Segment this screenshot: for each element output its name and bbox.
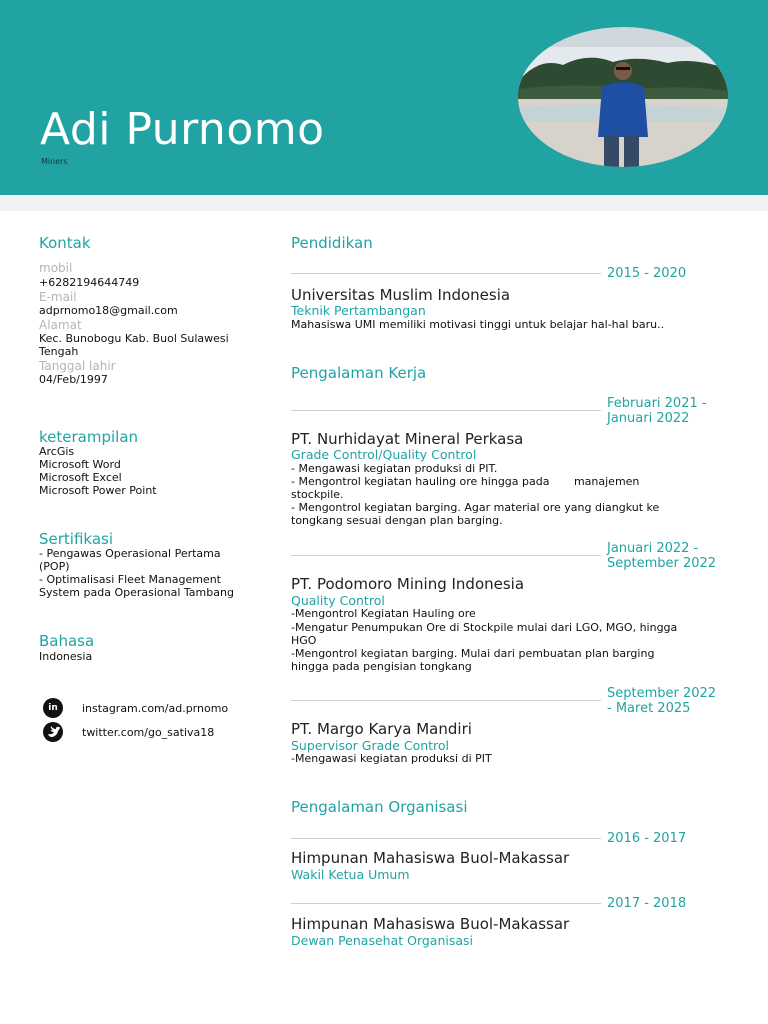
skill-item: Microsoft Power Point <box>39 484 157 497</box>
organization-name: Himpunan Mahasiswa Buol-Makassar <box>291 849 570 867</box>
email-value: adprnomo18@gmail.com <box>39 304 178 317</box>
certification-line: - Optimalisasi Fleet Management <box>39 573 221 586</box>
certification-line: System pada Operasional Tambang <box>39 586 234 599</box>
education-school: Universitas Muslim Indonesia <box>291 286 511 304</box>
birth-value: 04/Feb/1997 <box>39 373 108 386</box>
skill-item: Microsoft Excel <box>39 471 122 484</box>
certification-line: (POP) <box>39 560 70 573</box>
education-date: 2015 - 2020 <box>607 266 687 281</box>
organization-role: Wakil Ketua Umum <box>291 867 410 882</box>
job-role: Grade Control/Quality Control <box>291 447 477 462</box>
job-description-line: hingga pada pengisian tongkang <box>291 660 472 673</box>
divider <box>291 700 601 701</box>
job-company: PT. Podomoro Mining Indonesia <box>291 575 525 593</box>
job-company: PT. Margo Karya Mandiri <box>291 720 472 738</box>
job-description-line: - Mengontrol kegiatan hauling ore hingga pada manajemen <box>291 475 640 488</box>
job-description-line: -Mengatur Penumpukan Ore di Stockpile mulai dari LGO, MGO, hingga <box>291 621 678 634</box>
education-heading: Pendidikan <box>291 234 373 252</box>
birth-label: Tanggal lahir <box>39 359 116 373</box>
job-date: Januari 2022 - <box>607 541 699 556</box>
divider <box>291 273 601 274</box>
job-description-line: -Mengawasi kegiatan produksi di PIT <box>291 752 492 765</box>
twitter-icon <box>43 722 63 742</box>
address-label: Alamat <box>39 318 82 332</box>
education-description: Mahasiswa UMI memiliki motivasi tinggi untuk belajar hal-hal baru.. <box>291 318 665 331</box>
twitter-link[interactable]: twitter.com/go_sativa18 <box>82 726 215 739</box>
job-date: - Maret 2025 <box>607 701 691 716</box>
divider <box>291 410 601 411</box>
skill-item: Microsoft Word <box>39 458 121 471</box>
work-heading: Pengalaman Kerja <box>291 364 427 382</box>
job-date: September 2022 <box>607 686 717 701</box>
profile-photo <box>518 27 728 167</box>
language-value: Indonesia <box>39 650 93 663</box>
organization-heading: Pengalaman Organisasi <box>291 798 468 816</box>
job-role: Quality Control <box>291 593 385 608</box>
job-company: PT. Nurhidayat Mineral Perkasa <box>291 430 524 448</box>
person-name: Adi Purnomo <box>40 104 325 155</box>
certification-line: - Pengawas Operasional Pertama <box>39 547 221 560</box>
divider <box>291 838 601 839</box>
phone-value: +6282194644749 <box>39 276 140 289</box>
education-major: Teknik Pertambangan <box>291 303 426 318</box>
phone-label: mobil <box>39 261 73 275</box>
job-description-line: -Mengontrol Kegiatan Hauling ore <box>291 607 476 620</box>
header-banner <box>0 0 768 195</box>
job-date: September 2022 <box>607 556 717 571</box>
linkedin-icon: in <box>43 698 63 718</box>
job-date: Januari 2022 <box>607 411 690 426</box>
organization-role: Dewan Penasehat Organisasi <box>291 933 474 948</box>
skill-item: ArcGis <box>39 445 75 458</box>
organization-date: 2017 - 2018 <box>607 896 687 911</box>
contact-heading: Kontak <box>39 234 91 252</box>
email-label: E-mail <box>39 290 77 304</box>
divider <box>291 903 601 904</box>
address-value-line-2: Tengah <box>39 345 79 358</box>
organization-date: 2016 - 2017 <box>607 831 687 846</box>
job-description-line: - Mengawasi kegiatan produksi di PIT. <box>291 462 498 475</box>
person-subtitle: Miners <box>41 157 68 166</box>
skills-heading: keterampilan <box>39 428 139 446</box>
job-description-line: -Mengontrol kegiatan barging. Mulai dari pembuatan plan barging <box>291 647 655 660</box>
divider <box>291 555 601 556</box>
job-description-line: stockpile. <box>291 488 344 501</box>
job-role: Supervisor Grade Control <box>291 738 450 753</box>
header-divider-band <box>0 195 768 211</box>
job-description-line: tongkang sesuai dengan plan barging. <box>291 514 503 527</box>
address-value-line-1: Kec. Bunobogu Kab. Buol Sulawesi <box>39 332 229 345</box>
job-date: Februari 2021 - <box>607 396 707 411</box>
job-description-line: HGO <box>291 634 317 647</box>
certifications-heading: Sertifikasi <box>39 530 114 548</box>
job-description-line: - Mengontrol kegiatan barging. Agar material ore yang diangkut ke <box>291 501 660 514</box>
language-heading: Bahasa <box>39 632 95 650</box>
instagram-link[interactable]: instagram.com/ad.prnomo <box>82 702 229 715</box>
organization-name: Himpunan Mahasiswa Buol-Makassar <box>291 915 570 933</box>
